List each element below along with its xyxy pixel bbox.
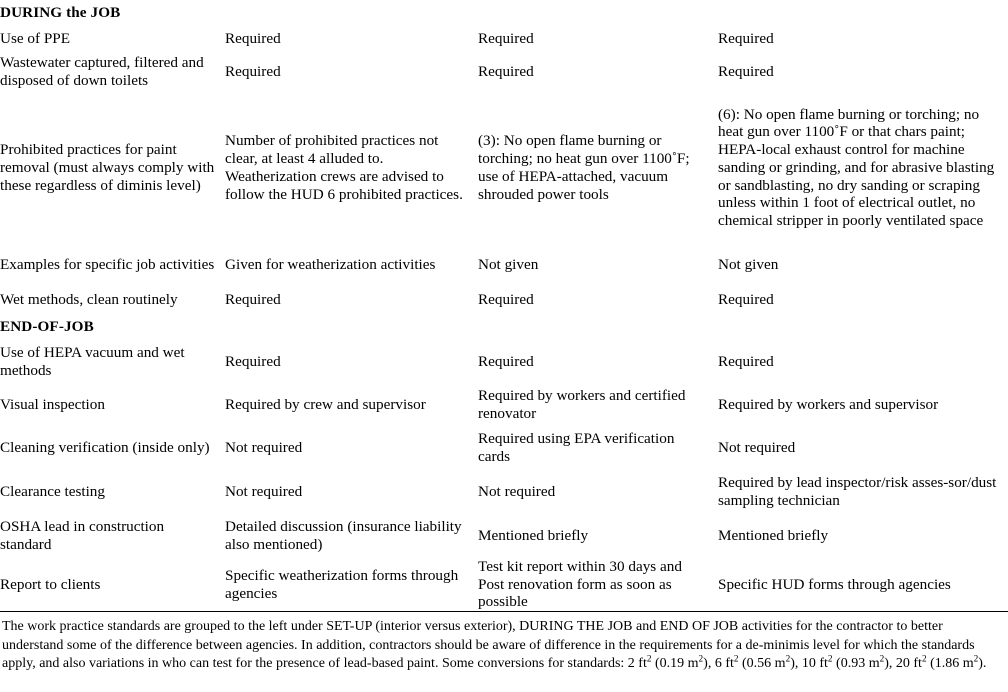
row-value-col3: Not required: [478, 482, 556, 500]
empty-cell: [225, 314, 478, 340]
row-label: Clearance testing: [0, 482, 105, 500]
table-row: [0, 384, 1008, 426]
row-label: OSHA lead in construction standard: [0, 517, 165, 553]
table-row: [0, 514, 1008, 558]
footnote-superscript: 2: [827, 653, 833, 664]
table-footnote: [0, 618, 1008, 674]
row-value-col3: Test kit report within 30 days and Post renovation form as soon as possible: [478, 557, 682, 611]
row-label: Visual inspection: [0, 395, 105, 413]
row-value-col4: Required: [718, 62, 774, 80]
row-value-col2: Required: [225, 352, 281, 370]
footnote-superscript: 2: [733, 653, 739, 664]
footnote-superscript: 2: [646, 653, 652, 664]
row-value-col2: Required: [225, 62, 281, 80]
row-value-col4: Required: [718, 352, 774, 370]
footnote-text-part9: ).: [978, 656, 987, 672]
table-row: [0, 52, 1008, 92]
footnote-text-part7: ), 20 ft: [884, 656, 922, 672]
row-value-col3: Required: [478, 62, 534, 80]
footnote-text-part8: (1.86 m: [926, 656, 974, 672]
row-value-col3: Not given: [478, 255, 539, 273]
table-row: [0, 340, 1008, 384]
row-value-col4: Mentioned briefly: [718, 526, 829, 544]
footnote-text-part1: The work practice standards are grouped to the left under SET-UP (interior versus exterior), DURING THE JOB and END OF JOB activities for the contractor to better understand some of the difference between agencies. In addition, contractors should be aware of difference in the requirements for a de-minimis level for which the standards apply, and also variations in who can test for the presence of lead-based paint. Some conversions for standards: 2 ft: [2, 619, 975, 672]
row-value-col4: Not given: [718, 255, 779, 273]
row-value-col4: Not required: [718, 438, 796, 456]
row-value-col4: Required by lead inspector/risk asses-sor/dust sampling technician: [718, 473, 997, 509]
table-row: [0, 92, 1008, 244]
row-value-col4: Required: [718, 290, 774, 308]
row-label: Prohibited practices for paint removal (must always comply with these regardless of diminis level): [0, 141, 215, 194]
row-value-col2: Required by crew and supervisor: [225, 395, 426, 413]
row-value-col2: Detailed discussion (insurance liability also mentioned): [225, 517, 462, 553]
row-label: Use of HEPA vacuum and wet methods: [0, 343, 185, 379]
row-value-col4: Required: [718, 29, 774, 47]
row-label: Examples for specific job activities: [0, 255, 215, 273]
row-value-col2: Not required: [225, 482, 303, 500]
footnote-superscript: 2: [698, 653, 704, 664]
table-row: [0, 244, 1008, 286]
table-row: [0, 558, 1008, 612]
row-value-col3: Required: [478, 290, 534, 308]
empty-cell: [478, 0, 718, 26]
row-label: Wastewater captured, filtered and disposed of down toilets: [0, 54, 204, 89]
row-value-col2: Number of prohibited practices not clear, at least 4 alluded to. Weatherization crews are advised to follow the HUD 6 prohibited practices.: [225, 132, 463, 203]
footnote-superscript: 2: [921, 653, 927, 664]
row-value-col2: Required: [225, 29, 281, 47]
footnote-superscript: 2: [785, 653, 791, 664]
row-value-col3: Required: [478, 29, 534, 47]
row-label: Report to clients: [0, 575, 101, 593]
footnote-text-part4: (0.56 m: [738, 656, 786, 672]
empty-cell: [478, 314, 718, 340]
row-value-col4: Specific HUD forms through agencies: [718, 575, 951, 593]
row-label: Use of PPE: [0, 29, 71, 47]
empty-cell: [225, 0, 478, 26]
row-value-col3: Required: [478, 352, 534, 370]
row-value-col3: (3): No open flame burning or torching; no heat gun over 1100˚F; use of HEPA-attached, vacuum shrouded power tools: [478, 132, 690, 203]
row-value-col2: Specific weatherization forms through agencies: [225, 566, 459, 602]
row-value-col4: Required by workers and supervisor: [718, 395, 939, 413]
section-heading-during: DURING the JOB: [0, 4, 121, 21]
row-value-col3: Required by workers and certified renovator: [478, 386, 686, 422]
footnote-superscript: 2: [879, 653, 885, 664]
footnote-text-part6: (0.93 m: [832, 656, 880, 672]
row-value-col3: Mentioned briefly: [478, 526, 589, 544]
footnote-divider-rule: [0, 611, 1008, 612]
section-heading-end-of-job: END-OF-JOB: [0, 317, 94, 335]
table-row: [0, 26, 1008, 52]
row-label: Cleaning verification (inside only): [0, 438, 210, 456]
row-label: Wet methods, clean routinely: [0, 290, 178, 308]
footnote-text-part5: ), 10 ft: [790, 656, 828, 672]
empty-cell: [718, 0, 1008, 26]
footnote-text-part2: (0.19 m: [651, 656, 699, 672]
row-value-col3: Required using EPA verification cards: [478, 429, 675, 465]
row-value-col2: Required: [225, 290, 281, 308]
footnote-text-part3: ), 6 ft: [703, 656, 734, 672]
footnote-superscript: 2: [973, 653, 979, 664]
table-row: [0, 470, 1008, 514]
section-heading-row-end: [0, 314, 1008, 340]
row-value-col2: Given for weatherization activities: [225, 255, 436, 273]
section-heading-row-during: [0, 0, 1008, 26]
table-row: [0, 426, 1008, 470]
empty-cell: [718, 314, 1008, 340]
table-row: [0, 286, 1008, 314]
row-value-col2: Not required: [225, 438, 303, 456]
row-value-col4: (6): No open flame burning or torching; no heat gun over 1100˚F or that chars paint; HEPA-local exhaust control for machine sanding or grinding, and for abrasive blasting or sandblasting, no dry sanding or scraping unless within 1 foot of electrical outlet, no chemical stripper in poorly ventilated space: [718, 105, 995, 230]
